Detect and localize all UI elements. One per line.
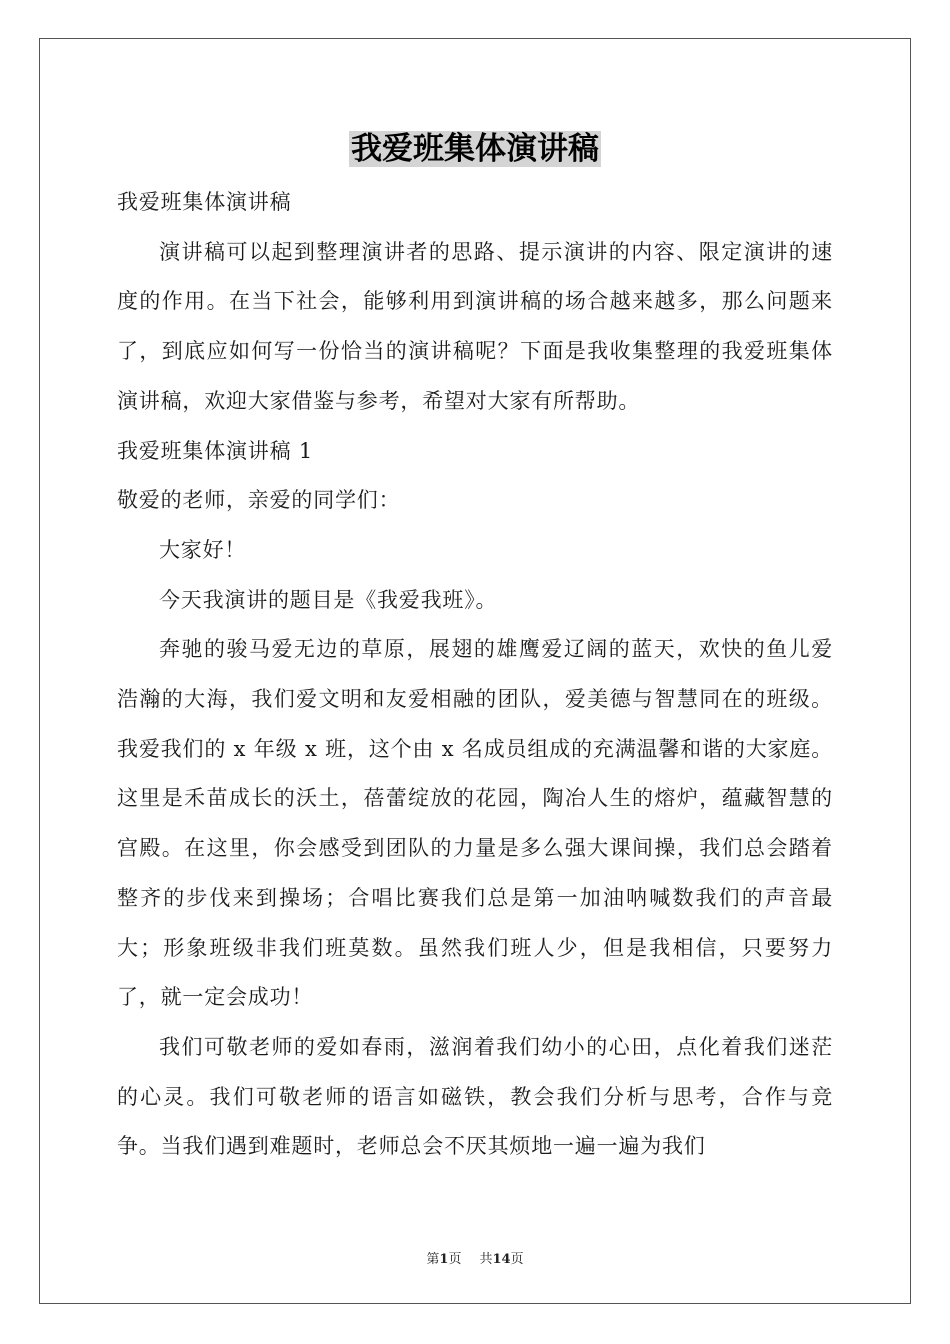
document-title-text: 我爱班集体演讲稿 bbox=[351, 131, 599, 167]
paragraph-body-2: 我们可敬老师的爱如春雨，滋润着我们幼小的心田，点化着我们迷茫的心灵。我们可敬老师的语言如磁铁，教会我们分析与思考，合作与竞争。当我们遇到难题时，老师总会不厌其烦地一遍一遍为我们 bbox=[117, 1034, 833, 1159]
page-footer bbox=[0, 1248, 950, 1267]
footer-page-suffix: 页 bbox=[448, 1252, 462, 1267]
paragraph-section-heading: 我爱班集体演讲稿 1 bbox=[117, 438, 314, 463]
paragraph-intro: 演讲稿可以起到整理演讲者的思路、提示演讲的内容、限定演讲的速度的作用。在当下社会，能够利用到演讲稿的场合越来越多，那么问题来了，到底应如何写一份恰当的演讲稿呢？下面是我收集整理的我爱班集体演讲稿，欢迎大家借鉴与参考，希望对大家有所帮助。 bbox=[117, 239, 833, 413]
paragraph-subtitle: 我爱班集体演讲稿 bbox=[117, 190, 292, 214]
paragraph-salutation: 敬爱的老师，亲爱的同学们： bbox=[117, 488, 401, 513]
footer-page-number: 1 bbox=[439, 1252, 449, 1267]
footer-total-pages: 14 bbox=[492, 1252, 511, 1267]
paragraph-greeting: 大家好！ bbox=[159, 537, 247, 562]
footer-total-prefix: 共 bbox=[479, 1252, 493, 1267]
footer-page-prefix: 第 bbox=[426, 1252, 440, 1267]
footer-total-suffix: 页 bbox=[510, 1252, 524, 1267]
document-body bbox=[117, 178, 833, 1172]
document-title bbox=[0, 126, 950, 172]
paragraph-topic: 今天我演讲的题目是《我爱我班》。 bbox=[159, 587, 498, 612]
paragraph-body-1: 奔驰的骏马爱无边的草原，展翅的雄鹰爱辽阔的蓝天，欢快的鱼儿爱浩瀚的大海，我们爱文明和友爱相融的团队，爱美德与智慧同在的班级。我爱我们的 x 年级 x 班，这个由 x 名成员组成的充满温馨和谐的大家庭。这里是禾苗成长的沃土，蓓蕾绽放的花园，陶冶人生的熔炉，蕴藏智慧的宫殿。在这里，你会感受到团队的力量是多么强大课间操，我们总会踏着整齐的步伐来到操场；合唱比赛我们总是第一加油呐喊数我们的声音最大；形象班级非我们班莫数。虽然我们班人少，但是我相信，只要努力了，就一定会成功！ bbox=[117, 637, 833, 1010]
